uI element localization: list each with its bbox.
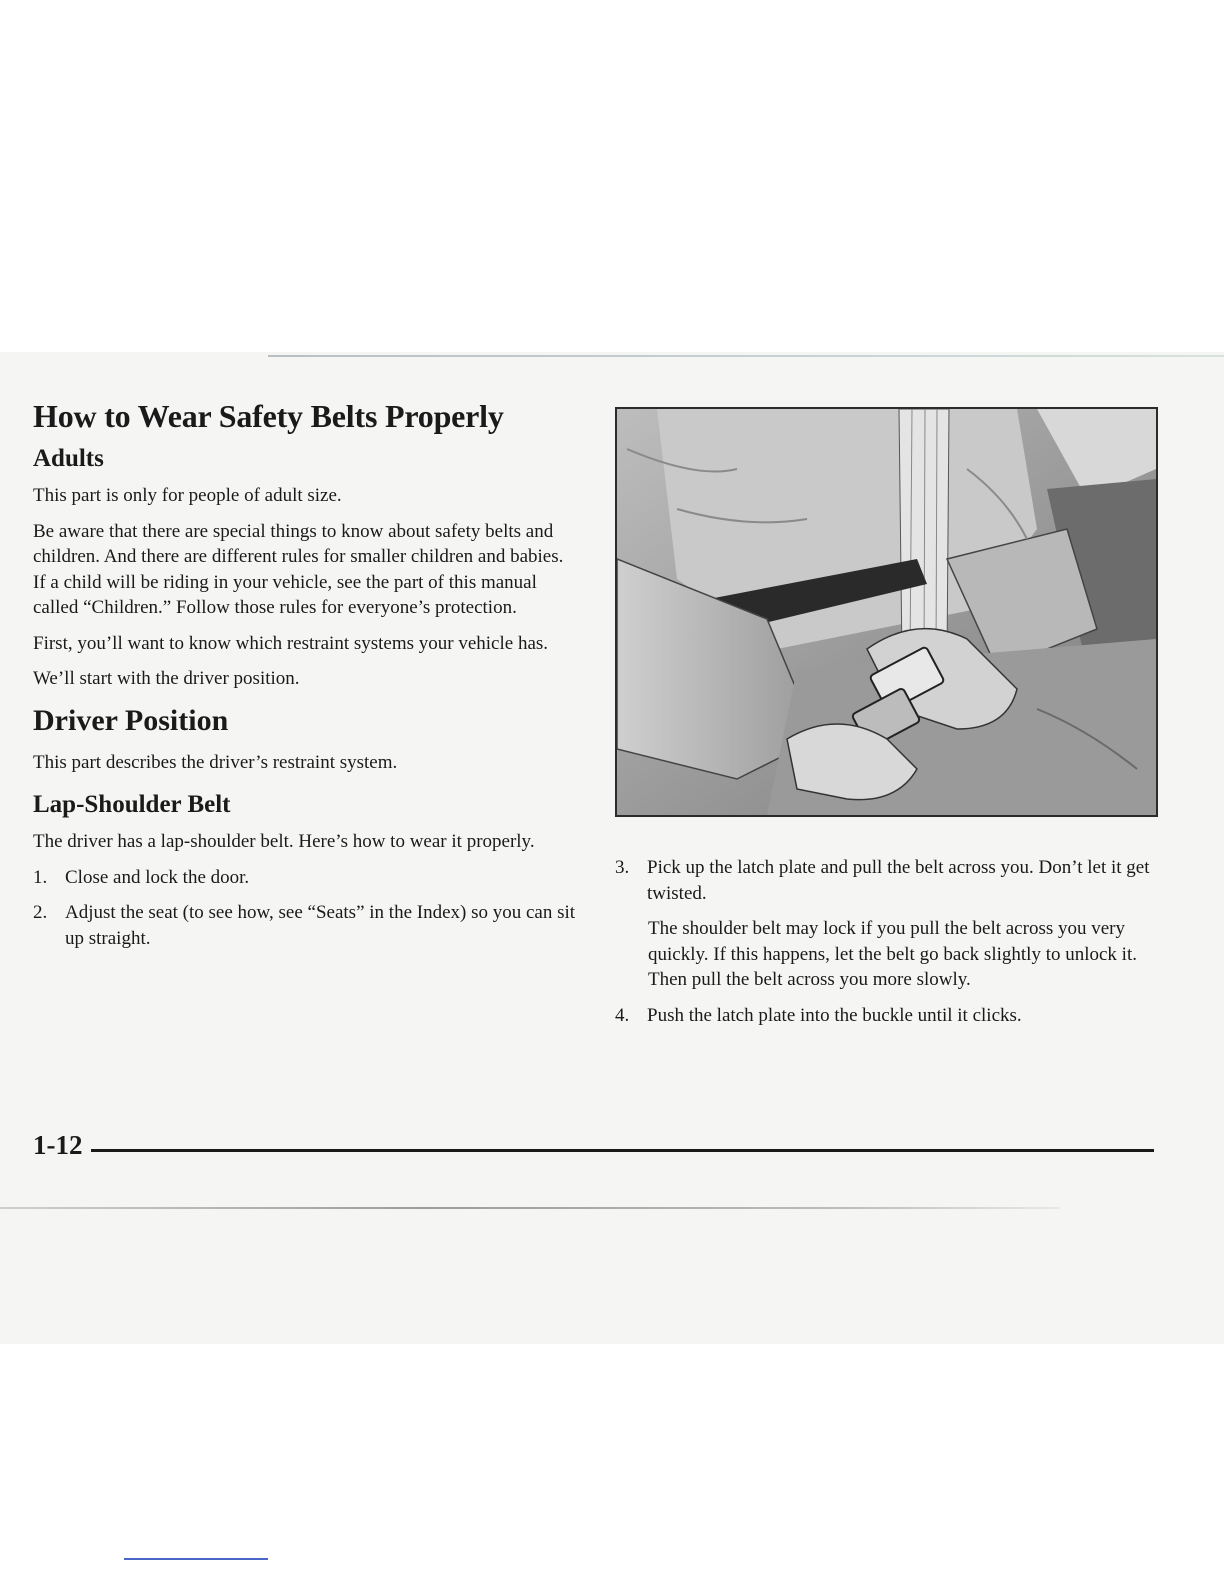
- scan-edge-line: [0, 1207, 1060, 1209]
- belt-illustration-graphic: [617, 409, 1156, 815]
- driver-position-heading: Driver Position: [33, 703, 229, 737]
- right-column: [615, 855, 1160, 1038]
- belt-illustration: [615, 407, 1158, 817]
- adults-heading: Adults: [33, 445, 104, 472]
- step-item: [615, 1003, 1160, 1029]
- page-number: 1-12: [33, 1130, 83, 1160]
- driver-position-intro: This part describes the driver’s restraint system.: [33, 751, 398, 773]
- link-underline: [124, 1558, 268, 1560]
- footer-divider: [91, 1149, 1154, 1152]
- step-number: 2.: [33, 902, 48, 923]
- adults-paragraph: First, you’ll want to know which restraint systems your vehicle has.: [33, 632, 549, 654]
- step-number: 3.: [615, 857, 630, 878]
- step-text: Push the latch plate into the buckle until it clicks.: [647, 1004, 1022, 1026]
- step-number: 1.: [33, 866, 48, 888]
- lap-shoulder-intro: The driver has a lap-shoulder belt. Here’s how to wear it properly.: [33, 831, 535, 852]
- step-note: The shoulder belt may lock if you pull the belt across you very quickly. If this happens, let the belt go back slightly to unlock it. Then pull the belt across you more slowly.: [648, 918, 1137, 990]
- adults-paragraph: This part is only for people of adult size.: [33, 485, 342, 506]
- step-item: [615, 855, 1160, 906]
- step-text: Close and lock the door.: [65, 866, 250, 888]
- adults-paragraph: Be aware that there are special things to know about safety belts and children. And there are different rules for smaller children and babies. If a child will be riding in your vehicle, see the part of this manual called “Children.” Follow those rules for everyone’s protection.: [33, 520, 564, 618]
- step-text: Pick up the latch plate and pull the belt across you. Don’t let it get twisted.: [647, 857, 1150, 904]
- lap-shoulder-heading: Lap-Shoulder Belt: [33, 791, 231, 818]
- adults-paragraph: We’ll start with the driver position.: [33, 668, 300, 689]
- step-number: 4.: [615, 1004, 630, 1026]
- left-column: [33, 398, 578, 961]
- step-item: [33, 900, 578, 951]
- step-text: Adjust the seat (to see how, see “Seats” in the Index) so you can sit up straight.: [65, 902, 576, 949]
- step-item: [33, 865, 578, 891]
- top-divider: [268, 355, 1224, 357]
- page-title: How to Wear Safety Belts Properly: [33, 398, 504, 434]
